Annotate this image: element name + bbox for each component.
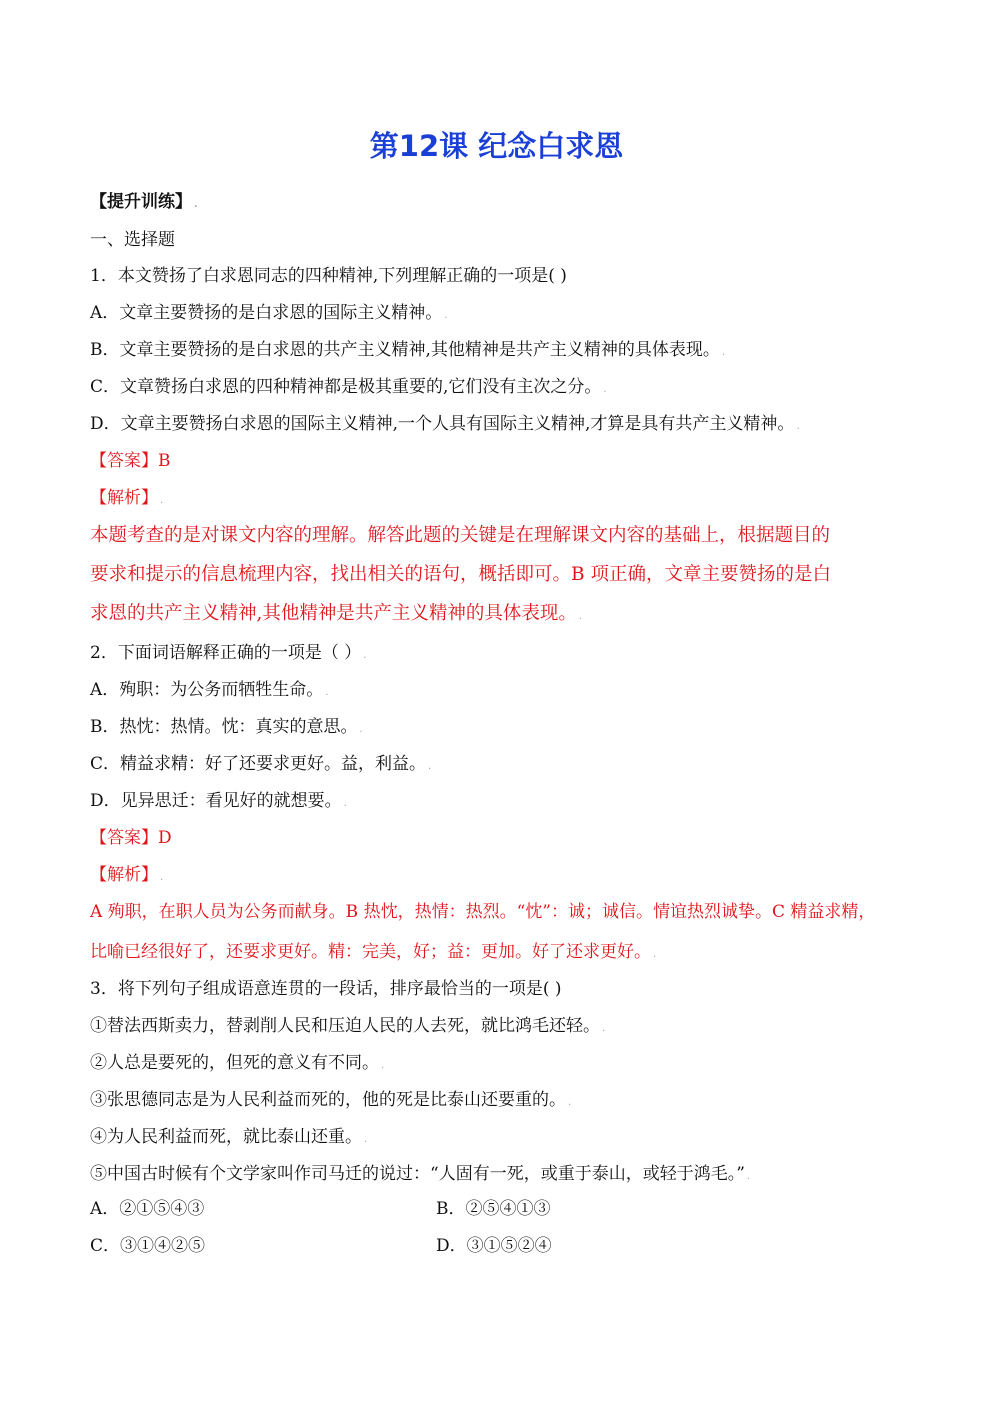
part-heading: 一、选择题 [90, 230, 175, 250]
question-1-answer: 【答案】B [90, 451, 171, 471]
question-2-option-c: C．精益求精：好了还要求更好。益，利益。 . [90, 754, 432, 774]
question-2-option-d: D．见异思迁：看见好的就想要。 . [90, 791, 347, 811]
question-3-sentence: ③张思德同志是为人民利益而死的，他的死是比泰山还要重的。 . [90, 1090, 572, 1110]
question-3-stem: 3．将下列句子组成语意连贯的一段话，排序最恰当的一项是( ) [90, 979, 562, 999]
page-title: 第12课 纪念白求恩 [369, 129, 624, 163]
question-3-option-a: A．②①⑤④③ [90, 1199, 205, 1219]
question-1-option-c: C．文章赞扬白求恩的四种精神都是极其重要的,它们没有主次之分。 . [90, 377, 607, 397]
question-2-option-b: B．热忱：热情。忱：真实的意思。 . [90, 717, 363, 737]
question-1-analysis-label: 【解析】 . [90, 488, 164, 508]
question-1-analysis-line: 求恩的共产主义精神,其他精神是共产主义精神的具体表现。 . [90, 603, 583, 624]
section-label: 【提升训练】 . [90, 192, 198, 212]
question-3-option-c: C．③①④②⑤ [90, 1236, 206, 1256]
question-3-sentence: ①替法西斯卖力，替剥削人民和压迫人民的人去死，就比鸿毛还轻。 . [90, 1016, 606, 1036]
question-1-option-b: B．文章主要赞扬的是白求恩的共产主义精神,其他精神是共产主义精神的具体表现。 . [90, 340, 726, 360]
question-3-option-b: B．②⑤④①③ [436, 1199, 551, 1219]
question-1-analysis-line: 本题考查的是对课文内容的理解。解答此题的关键是在理解课文内容的基础上，根据题目的 [90, 525, 831, 546]
question-2-option-a: A．殉职：为公务而牺牲生命。 . [90, 680, 329, 700]
question-2-analysis-line: 比喻已经很好了，还要求更好。精：完美，好；益：更加。好了还求更好。 . [90, 942, 657, 962]
question-1-option-d: D．文章主要赞扬白求恩的国际主义精神,一个人具有国际主义精神,才算是具有共产主义精神。 . [90, 414, 800, 434]
question-1-stem: 1．本文赞扬了白求恩同志的四种精神,下列理解正确的一项是( ) [90, 266, 567, 286]
question-2-analysis-line: A 殉职，在职人员为公务而献身。B 热忱，热情：热烈。“忱”：诚；诚信。情谊热烈诚挚。C 精益求精， [90, 902, 876, 922]
question-3-sentence: ⑤中国古时候有个文学家叫作司马迁的说过：“人固有一死，或重于泰山，或轻于鸿毛。” . [90, 1164, 751, 1184]
question-2-analysis-label: 【解析】 . [90, 865, 164, 885]
question-3-sentence: ④为人民利益而死，就比泰山还重。 . [90, 1127, 368, 1147]
question-2-answer: 【答案】D [90, 828, 172, 848]
question-3-option-d: D．③①⑤②④ [436, 1236, 552, 1256]
question-1-option-a: A．文章主要赞扬的是白求恩的国际主义精神。 . [90, 303, 448, 323]
question-1-analysis-line: 要求和提示的信息梳理内容，找出相关的语句，概括即可。B 项正确，文章主要赞扬的是白 [90, 564, 831, 585]
question-2-stem: 2．下面词语解释正确的一项是（ ） . [90, 643, 367, 663]
question-3-sentence: ②人总是要死的，但死的意义有不同。 . [90, 1053, 385, 1073]
